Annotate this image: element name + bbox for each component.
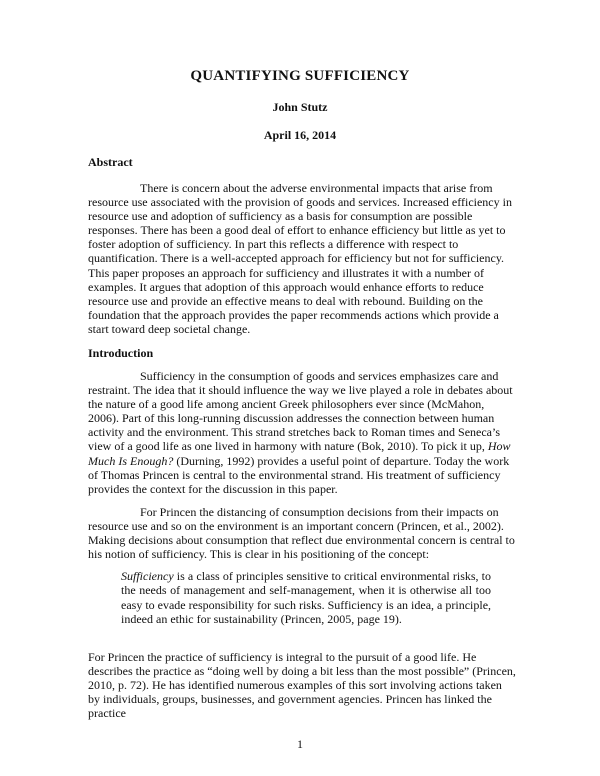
quote-term: Sufficiency [121,569,174,583]
abstract-heading: Abstract [88,155,133,169]
abstract-text: There is concern about the adverse environmental impacts that arise from resource use associated with the provision of goods and services. Increased efficiency in resource use and adoption of sufficiency as a basis for consumption are possible responses. There has been a good deal of effort to enhance efficiency but little as yet to foster adoption of sufficiency. In part this reflects a difference with respect to quantification. There is a well-accepted approach for efficiency but not for sufficiency. This paper proposes an approach for sufficiency and illustrates it with a number of examples. It argues that adoption of this approach would enhance efforts to reduce resource use and provide an effective means to deal with rebound. Building on the foundation that the approach provides the paper recommends actions which provide a start toward deep societal change. [88,181,512,336]
paper-title: QUANTIFYING SUFFICIENCY [190,68,410,84]
intro-p1-text-before: Sufficiency in the consumption of goods and services emphasizes care and restraint. The idea that it should influence the way we live played a role in debates about the nature of a good life among ancient Greek philosophers ever since (McMahon, 2006). Part of this long-running discussion addresses the connection between human activity and the environment. This strand stretches back to Roman times and Seneca’s view of a good life as one lived in harmony with nature (Bok, 2010). To pick it up, [88,369,513,454]
abstract-paragraph [88,181,516,336]
book-title: How Much Is Enough? [88,439,511,468]
intro-paragraph-1 [88,369,516,496]
page-number: 1 [297,737,303,751]
intro-p2-text: For Princen the distancing of consumption decisions from their impacts on resource use and so on the environment is an important concern (Princen, et al., 2002). Making decisions about consumption that reflect due environmental concern is central to his notion of sufficiency. This is clear in his positioning of the concept: [88,505,515,562]
introduction-heading: Introduction [88,346,154,360]
intro-paragraph-3 [88,650,516,720]
intro-p1-text-after: (Durning, 1992) provides a useful point of departure. Today the work of Thomas Princen is central to the environmental strand. His treatment of sufficiency provides the context for the discussion in this paper. [88,453,510,496]
quote-text: is a class of principles sensitive to critical environmental risks, to the needs of management and self-management, when it is otherwise all too easy to evade responsibility for such risks. Sufficiency is an idea, a principle, indeed an ethic for sustainability (Princen, 2005, page 19). [121,569,492,626]
block-quote [121,569,491,626]
intro-p3-text: For Princen the practice of sufficiency is integral to the pursuit of a good life. He describes the practice as “doing well by doing a bit less than the most possible” (Princen, 2010, p. 72). He has identified numerous examples of this sort involving actions taken by individuals, groups, businesses, and government agencies. Princen has linked the practice [88,650,516,721]
paper-date: April 16, 2014 [263,128,337,142]
author-name: John Stutz [272,100,328,114]
intro-paragraph-2 [88,505,516,561]
